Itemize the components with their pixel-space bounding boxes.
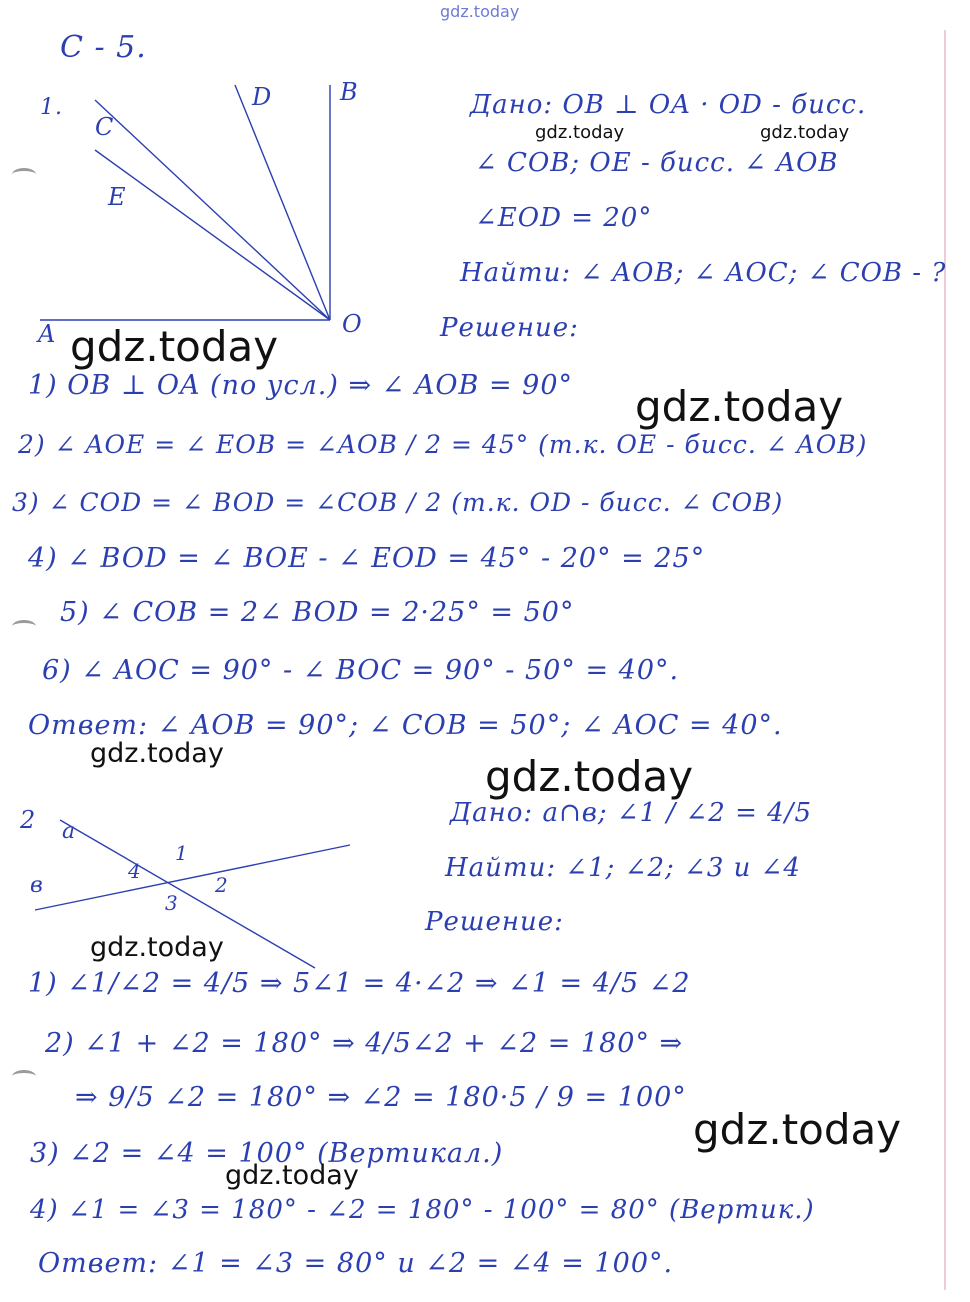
watermark: gdz.today [225, 1160, 359, 1191]
solution-step: 6) ∠ AOC = 90° - ∠ BOC = 90° - 50° = 40°. [42, 655, 680, 686]
label-o: O [342, 310, 362, 338]
watermark: gdz.today [90, 932, 224, 963]
solution-title: Решение: [425, 907, 564, 937]
watermark: gdz.today [70, 322, 279, 371]
label-b: B [340, 78, 358, 106]
label-line-b: в [30, 873, 43, 898]
solution-step: 3) ∠2 = ∠4 = 100° (Вертикал.) [30, 1138, 504, 1169]
watermark: gdz.today [693, 1105, 902, 1154]
solution-step: 2) ∠1 + ∠2 = 180° ⇒ 4/5∠2 + ∠2 = 180° ⇒ [45, 1028, 684, 1059]
solution-step: 1) OB ⊥ OA (по усл.) ⇒ ∠ AOB = 90° [28, 370, 574, 401]
label-line-a: a [62, 819, 76, 844]
watermark: gdz.today [440, 2, 520, 21]
problem-number: 1. [40, 95, 63, 120]
problem2-number: 2 [20, 806, 36, 834]
label-angle-2: 2 [215, 873, 228, 897]
section-header: C - 5. [60, 30, 147, 65]
find-line: Найти: ∠ AOB; ∠ AOC; ∠ COB - ? [460, 258, 947, 288]
watermark: gdz.today [760, 122, 850, 143]
solution-step: 5) ∠ COB = 2∠ BOD = 2·25° = 50° [60, 597, 575, 628]
ray-oc [95, 100, 330, 320]
find-line: Найти: ∠1; ∠2; ∠3 и ∠4 [445, 853, 801, 883]
given-line: Дано: a∩в; ∠1 / ∠2 = 4/5 [450, 798, 812, 828]
label-d: D [252, 83, 272, 111]
given-line-1: Дано: OB ⊥ OA · OD - бисс. [470, 90, 867, 120]
label-c: C [95, 113, 114, 141]
solution-step: 4) ∠ BOD = ∠ BOE - ∠ EOD = 45° - 20° = 25° [28, 543, 706, 574]
label-angle-4: 4 [128, 859, 141, 883]
solution-step: 4) ∠1 = ∠3 = 180° - ∠2 = 180° - 100° = 80° (Вертик.) [30, 1195, 815, 1225]
label-angle-1: 1 [175, 841, 188, 865]
label-e: E [108, 183, 126, 211]
label-angle-3: 3 [165, 891, 178, 915]
watermark: gdz.today [485, 752, 694, 801]
solution-step: ⇒ 9/5 ∠2 = 180° ⇒ ∠2 = 180·5 / 9 = 100° [75, 1082, 687, 1113]
label-a: A [38, 320, 56, 348]
solution-step: 1) ∠1/∠2 = 4/5 ⇒ 5∠1 = 4·∠2 ⇒ ∠1 = 4/5 ∠2 [28, 968, 691, 999]
answer-line: Ответ: ∠ AOB = 90°; ∠ COB = 50°; ∠ AOC = 40°. [28, 710, 783, 741]
watermark: gdz.today [635, 382, 844, 431]
solution-step: 2) ∠ AOE = ∠ EOB = ∠AOB / 2 = 45° (т.к. OE - бисс. ∠ AOB) [18, 430, 868, 459]
solution-step: 3) ∠ COD = ∠ BOD = ∠COB / 2 (т.к. OD - бисс. ∠ COB) [12, 488, 784, 517]
watermark: gdz.today [535, 122, 625, 143]
solution-title: Решение: [440, 313, 579, 343]
line-b [35, 845, 350, 910]
ray-od [235, 85, 330, 320]
given-line-3: ∠EOD = 20° [475, 203, 653, 233]
given-line-2: ∠ COB; OE - бисс. ∠ AOB [475, 148, 839, 178]
answer-line: Ответ: ∠1 = ∠3 = 80° и ∠2 = ∠4 = 100°. [38, 1248, 674, 1279]
watermark: gdz.today [90, 738, 224, 769]
ray-oe [95, 150, 330, 320]
